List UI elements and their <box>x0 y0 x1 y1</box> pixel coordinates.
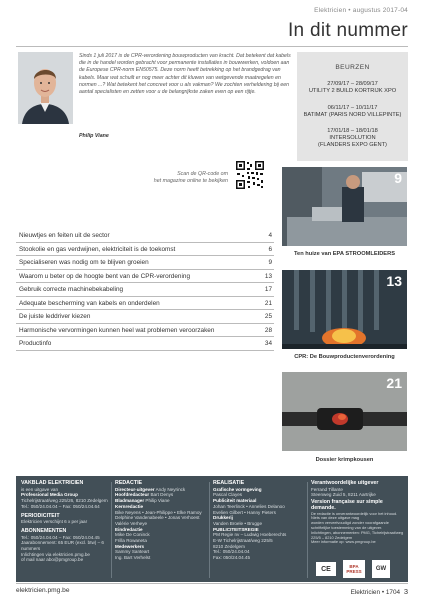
colophon-line: Tichelrijstraat/weg 225/26, 8210 Zedelgem <box>21 498 108 504</box>
role-name: Philip Viane <box>145 498 170 504</box>
toc-title: Gebruik correcte machinebekabeling <box>19 286 124 293</box>
toc-title: Stookolie en gas verdwijnen, elektriciteit is de toekomst <box>19 245 176 253</box>
colophon-line: De redactie is onverantwoordelijk voor het inhoud. Niets van deze uitgave mag <box>311 510 398 521</box>
bottom-divider <box>16 583 408 584</box>
colophon-editorial <box>115 481 207 561</box>
qr-caption <box>118 171 228 185</box>
toc-title: Waarom u beter op de hoogte bent van de CPR-verordening <box>19 272 190 280</box>
colophon-line: is een uitgave van <box>21 486 59 492</box>
event-3-name: INTERSOLUTION <box>329 135 376 141</box>
colophon-line: Ferrand Tillante <box>311 486 343 492</box>
role-name: Fax: 050/24.04.45 <box>213 555 251 561</box>
toc-page: 17 <box>264 286 272 293</box>
toc-item[interactable] <box>16 283 274 297</box>
toc-item[interactable] <box>16 297 274 311</box>
role-name: Frilla Rowaneta <box>115 538 147 544</box>
qr-code[interactable] <box>235 160 265 190</box>
toc-page: 9 <box>268 259 272 266</box>
toc-page: 6 <box>268 245 272 253</box>
feature-image-fire-cables[interactable] <box>282 270 407 349</box>
events-box <box>297 52 408 161</box>
toc-title: Nieuwtjes en feiten uit de sector <box>19 232 110 239</box>
toc-item[interactable] <box>16 229 274 243</box>
colophon-line: worden verveelvoudigd zonder voorafgaande schriftelijke toestemming van de uitgever. <box>311 520 389 530</box>
toc-item[interactable] <box>16 324 274 338</box>
toc-item[interactable] <box>16 337 274 351</box>
role-name: Johan Teerlinck • Annelies Delanoo <box>213 503 285 509</box>
page-title: In dit nummer <box>287 20 408 41</box>
colophon-divider <box>307 482 308 578</box>
feature-image-workshop[interactable] <box>282 167 407 246</box>
feature-caption: Dossier krimpkousen <box>315 457 374 463</box>
top-divider <box>16 46 408 47</box>
colophon-line: Tel.: 050/24.04.04 – Fax: 050/24.04.64 <box>21 503 100 509</box>
toc-title: Specialiseren was nodig om te blijven groeien <box>19 259 149 266</box>
page-footer-label: Elektricien • 1704 <box>350 589 401 596</box>
role-label: PUBLICITEITSREGIE <box>213 526 259 532</box>
event-1-name: UTILITY 2 BUILD KORTRIJK XPO <box>308 88 397 94</box>
page-footer <box>351 587 408 596</box>
toc-page: 13 <box>264 272 272 280</box>
colophon-production <box>213 481 305 561</box>
role-name: Tel.: 050/24.04.04 <box>213 549 250 555</box>
toc-item[interactable] <box>16 256 274 270</box>
toc-page: 4 <box>268 232 272 239</box>
role-label: Eindredactie <box>115 526 143 532</box>
colophon-heading: VAKBLAD ELEKTRICIEN <box>21 480 84 486</box>
colophon-line: Elektricien verschijnt 6 x per jaar <box>21 519 88 525</box>
colophon-line: Inlichtingen, abonnementen: PMG, Tichelrijstraat/weg 225/5 – 8210 Zedelgem <box>311 529 404 540</box>
colophon-line: Meer informatie op: www.pmgroup.be <box>311 539 376 545</box>
toc-item[interactable] <box>16 243 274 257</box>
feature-page-number: 9 <box>394 170 402 186</box>
role-label: Medewerkers <box>115 543 145 549</box>
colophon-legal <box>311 481 405 545</box>
role-name: PM Regie nv – Ludwig Hoeberechts <box>213 532 287 538</box>
role-label: Hoofdredacteur <box>115 492 150 498</box>
role-name: Andy Neyrinck <box>155 486 186 492</box>
colophon-publisher <box>21 481 109 563</box>
event-1-dates: 27/09/17 – 28/09/17 <box>327 81 378 87</box>
ce-logo: CE <box>316 562 336 576</box>
event-2-dates: 06/11/17 – 10/11/17 <box>327 105 378 111</box>
toc-title: Adequate bescherming van kabels en onderdelen <box>19 299 160 307</box>
role-name: Bike Neyens • Jean-Philippe • Elke Ramoy <box>115 509 202 515</box>
role-label: Directeur-uitgever <box>115 486 155 492</box>
colophon-divider <box>111 482 112 578</box>
gw-logo: GW <box>372 560 390 578</box>
author-signature: Philip Viane <box>79 133 109 139</box>
colophon-line: of mail naar abo@pmgroup.be <box>21 557 84 563</box>
toc-title: De juiste leddriver kiezen <box>19 313 91 320</box>
role-name: Sammy Santeart <box>115 549 150 555</box>
colophon-heading: Version française sur simple demande. <box>311 499 383 511</box>
toc-item[interactable] <box>16 310 274 324</box>
press-logo: BPA PRESS <box>343 560 365 578</box>
toc-page: 34 <box>264 340 272 347</box>
colophon-heading: REALISATIE <box>213 480 245 486</box>
feature-page-number: 13 <box>386 273 402 289</box>
event-3-location: (FLANDERS EXPO GENT) <box>318 142 387 148</box>
role-label: Kernredactie <box>115 503 144 509</box>
role-name: E-W Tichelrijstraat/weg 225/5 <box>213 538 273 544</box>
colophon-divider <box>209 482 210 578</box>
feature-caption: CPR: De Bouwproductenverordening <box>294 354 395 360</box>
page-number: 3 <box>403 587 408 596</box>
role-name: Valérie Verheye <box>115 520 148 526</box>
website-link[interactable]: elektricien.pmg.be <box>16 587 70 594</box>
role-name: Bart Denys <box>150 492 174 498</box>
feature-page-number: 21 <box>386 375 402 391</box>
toc-page: 21 <box>264 299 272 307</box>
issue-meta: Elektricien • augustus 2017-04 <box>314 7 408 14</box>
role-name: Mike De Coninck <box>115 532 150 538</box>
colophon <box>16 476 408 582</box>
toc-page: 25 <box>264 313 272 320</box>
colophon-line: Steenweg Zuid 5, 8211 Aartrijke <box>311 492 376 498</box>
role-name: Pascal Clayes <box>213 492 243 498</box>
qr-caption-line-1: Scan de QR-code om <box>177 171 228 177</box>
events-title: BEURZEN <box>335 64 370 71</box>
table-of-contents <box>16 229 274 351</box>
colophon-line: Inlichtingen via elektricien.pmg.be <box>21 551 90 557</box>
colophon-heading: REDACTIE <box>115 480 143 486</box>
publisher-name: Professional Media Group <box>21 492 78 498</box>
role-label: Grafische vormgeving <box>213 486 262 492</box>
toc-page: 28 <box>264 326 272 334</box>
colophon-heading: ABONNEMENTEN <box>21 527 67 534</box>
role-label: Drukkerij <box>213 515 233 521</box>
qr-caption-line-2: het magazine online te bekijken <box>153 177 228 184</box>
author-photo <box>18 52 73 124</box>
feature-image-heat-shrink[interactable] <box>282 372 407 451</box>
toc-title: Productinfo <box>19 340 52 347</box>
role-label: Publiciteit materiaal <box>213 498 257 504</box>
role-name: 8210 Zedelgem <box>213 543 245 549</box>
toc-title: Harmonische vervormingen kunnen heel wat problemen veroorzaken <box>19 326 215 334</box>
event-2-name: BATIMAT (PARIS NORD VILLEPINTE) <box>303 112 402 118</box>
colophon-line: Tel.: 050/24.04.04 – Fax: 050/24.04.45 <box>21 534 100 540</box>
role-name: Ing. Bart Verhelst <box>115 555 151 561</box>
role-name: Vanden Broele • Brugge <box>213 520 263 526</box>
role-name: Evelien Gilbert • Hanny Pieters <box>213 509 276 515</box>
colophon-heading: Verantwoordelijke uitgever <box>311 480 379 486</box>
feature-caption: Ten huize van EPA STROOMLEIDERS <box>293 251 395 257</box>
intro-text: Sinds 1 juli 2017 is de CPR-verordening bouwproducten van kracht. Dat betekent dat kabels die in de handel worden gebracht voor permanente installaties in bouwwerken, voldoen aan de Europese CPR-norm EN50575. Deze norm heeft betrekking op het brandgedrag van kabels. Maar wat schuilt er nog meer achter dit kluwen van wetgevende maatregelen en normen ...? Wat betekent het concreet voor u als vakman? We zochten verheldering bij een aantal specialisten en zetten voor u de belangrijkste zaken even op een rijtje. <box>79 53 291 96</box>
event-3-dates: 17/01/18 – 18/01/18 <box>327 128 378 134</box>
colophon-line: Jaarabonnement: 65 EUR (excl. btw) – 6 nummers <box>21 540 104 552</box>
role-name: Delphine Vandenabeele • Jonas Verhoest <box>115 515 200 521</box>
colophon-heading: PERIODICITEIT <box>21 512 60 519</box>
role-label: Bladmanager <box>115 498 145 504</box>
toc-item[interactable] <box>16 270 274 284</box>
